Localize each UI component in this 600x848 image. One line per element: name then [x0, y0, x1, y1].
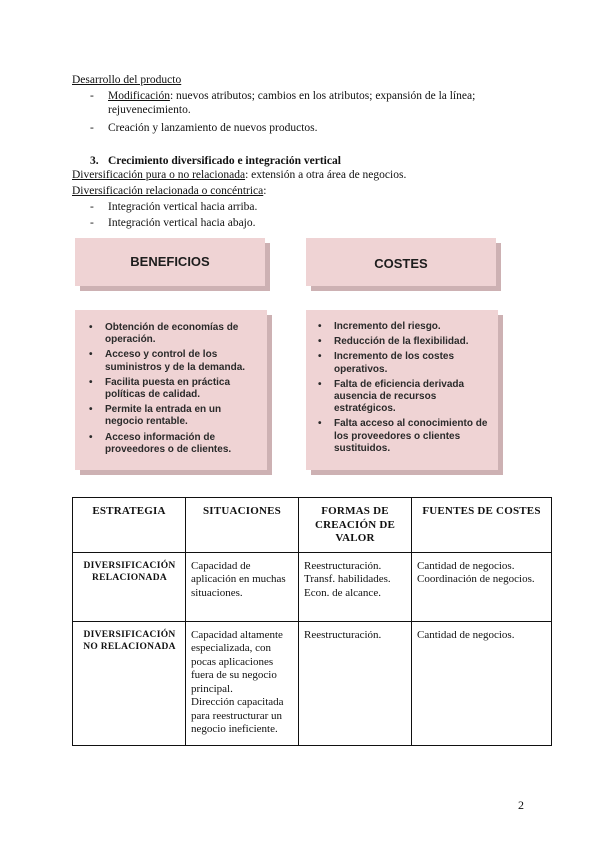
benefit-text: Permite la entrada en un negocio rentable.: [105, 404, 222, 428]
list-item: [85, 432, 257, 456]
list-item: [314, 351, 492, 375]
bullet-icon: •: [318, 351, 322, 363]
bullet-icon: •: [89, 404, 93, 416]
related-diversification-line: [72, 184, 266, 198]
pure-diversification-term: Diversificación pura o no relacionada: [72, 169, 246, 181]
bullet-icon: •: [318, 418, 322, 430]
section-number: 3.: [90, 155, 99, 167]
strategy-cell: DIVERSIFICACIÓN NO RELACIONADA: [73, 621, 186, 745]
bullet-icon: •: [89, 376, 93, 388]
header-cost-sources: FUENTES DE COSTES: [412, 498, 552, 553]
vertical-up-text: Integración vertical hacia arriba.: [108, 201, 258, 213]
cost-text: Reducción de la flexibilidad.: [334, 336, 469, 348]
costs-cell: Cantidad de negocios.: [412, 621, 552, 745]
new-products-text: Creación y lanzamiento de nuevos productos.: [108, 122, 318, 134]
list-item: [90, 121, 530, 135]
list-item: [90, 200, 490, 214]
benefits-title: BENEFICIOS: [130, 254, 210, 269]
product-development-heading: Desarrollo del producto: [72, 74, 182, 86]
vertical-down-text: Integración vertical hacia abajo.: [108, 217, 256, 229]
table-row: [73, 552, 552, 621]
dash-marker: -: [90, 90, 94, 102]
costs-header: [306, 238, 496, 286]
header-strategy: ESTRATEGIA: [73, 498, 186, 553]
costs-cell: Cantidad de negocios. Coordinación de negocios.: [412, 552, 552, 621]
vertical-integration-list: [90, 200, 490, 230]
costs-title: COSTES: [374, 256, 428, 271]
list-item: [90, 216, 490, 230]
cost-text: Falta acceso al conocimiento de los proveedores o clientes sustituidos.: [334, 418, 488, 454]
bullet-icon: •: [318, 378, 322, 390]
list-item: [90, 89, 530, 117]
bullet-icon: •: [89, 349, 93, 361]
page-number: 2: [518, 798, 524, 812]
product-development-list: [90, 89, 530, 135]
bullet-icon: •: [318, 336, 322, 348]
bullet-icon: •: [89, 431, 93, 443]
dash-marker: -: [90, 217, 94, 229]
situations-cell: Capacidad de aplicación en muchas situaciones.: [186, 552, 299, 621]
value-cell: Reestructuración. Transf. habilidades. Econ. de alcance.: [299, 552, 412, 621]
benefit-text: Acceso y control de los suministros y de la demanda.: [105, 349, 246, 373]
dash-marker: -: [90, 201, 94, 213]
table-row: [73, 621, 552, 745]
benefits-card: [75, 310, 267, 470]
pure-diversification-line: [72, 168, 406, 182]
pure-diversification-text: : extensión a otra área de negocios.: [245, 169, 407, 181]
benefit-text: Obtención de economías de operación.: [105, 322, 239, 346]
benefit-text: Acceso información de proveedores o de clientes.: [105, 431, 232, 455]
related-diversification-term: Diversificación relacionada o concéntrica: [72, 185, 264, 197]
strategy-cell: DIVERSIFICACIÓN RELACIONADA: [73, 552, 186, 621]
list-item: [85, 404, 257, 428]
list-item: [314, 336, 492, 348]
list-item: [314, 321, 492, 333]
list-item: [314, 418, 492, 455]
benefits-header: [75, 238, 265, 286]
value-cell: Reestructuración.: [299, 621, 412, 745]
bullet-icon: •: [89, 322, 93, 333]
benefit-text: Facilita puesta en práctica políticas de calidad.: [105, 376, 231, 401]
header-value-creation: FORMAS DE CREACIÓN DE VALOR: [299, 498, 412, 553]
header-situations: SITUACIONES: [186, 498, 299, 553]
costs-card: [306, 310, 498, 470]
dash-marker: -: [90, 122, 94, 134]
list-item: [314, 379, 492, 416]
table-header-row: [73, 498, 552, 553]
cost-text: Falta de eficiencia derivada ausencia de recursos estratégicos.: [334, 378, 465, 415]
bullet-icon: •: [318, 321, 322, 332]
cost-text: Incremento del riesgo.: [334, 321, 441, 332]
cost-text: Incremento de los costes operativos.: [334, 351, 455, 375]
list-item: [85, 377, 257, 401]
modification-term: Modificación: [108, 90, 170, 102]
modification-text: : nuevos atributos; cambios en los atributos; expansión de la línea;: [169, 90, 476, 102]
related-diversification-colon: :: [263, 185, 267, 197]
strategy-table: [72, 497, 552, 746]
modification-text-cont: rejuvenecimiento.: [108, 104, 191, 116]
list-item: [85, 349, 257, 373]
section-title: Crecimiento diversificado e integración vertical: [108, 155, 341, 167]
situations-cell: Capacidad altamente especializada, con pocas aplicaciones fuera de su negocio principal. Dirección capacitada para reestructurar un negocio ineficiente.: [186, 621, 299, 745]
list-item: [85, 322, 257, 346]
